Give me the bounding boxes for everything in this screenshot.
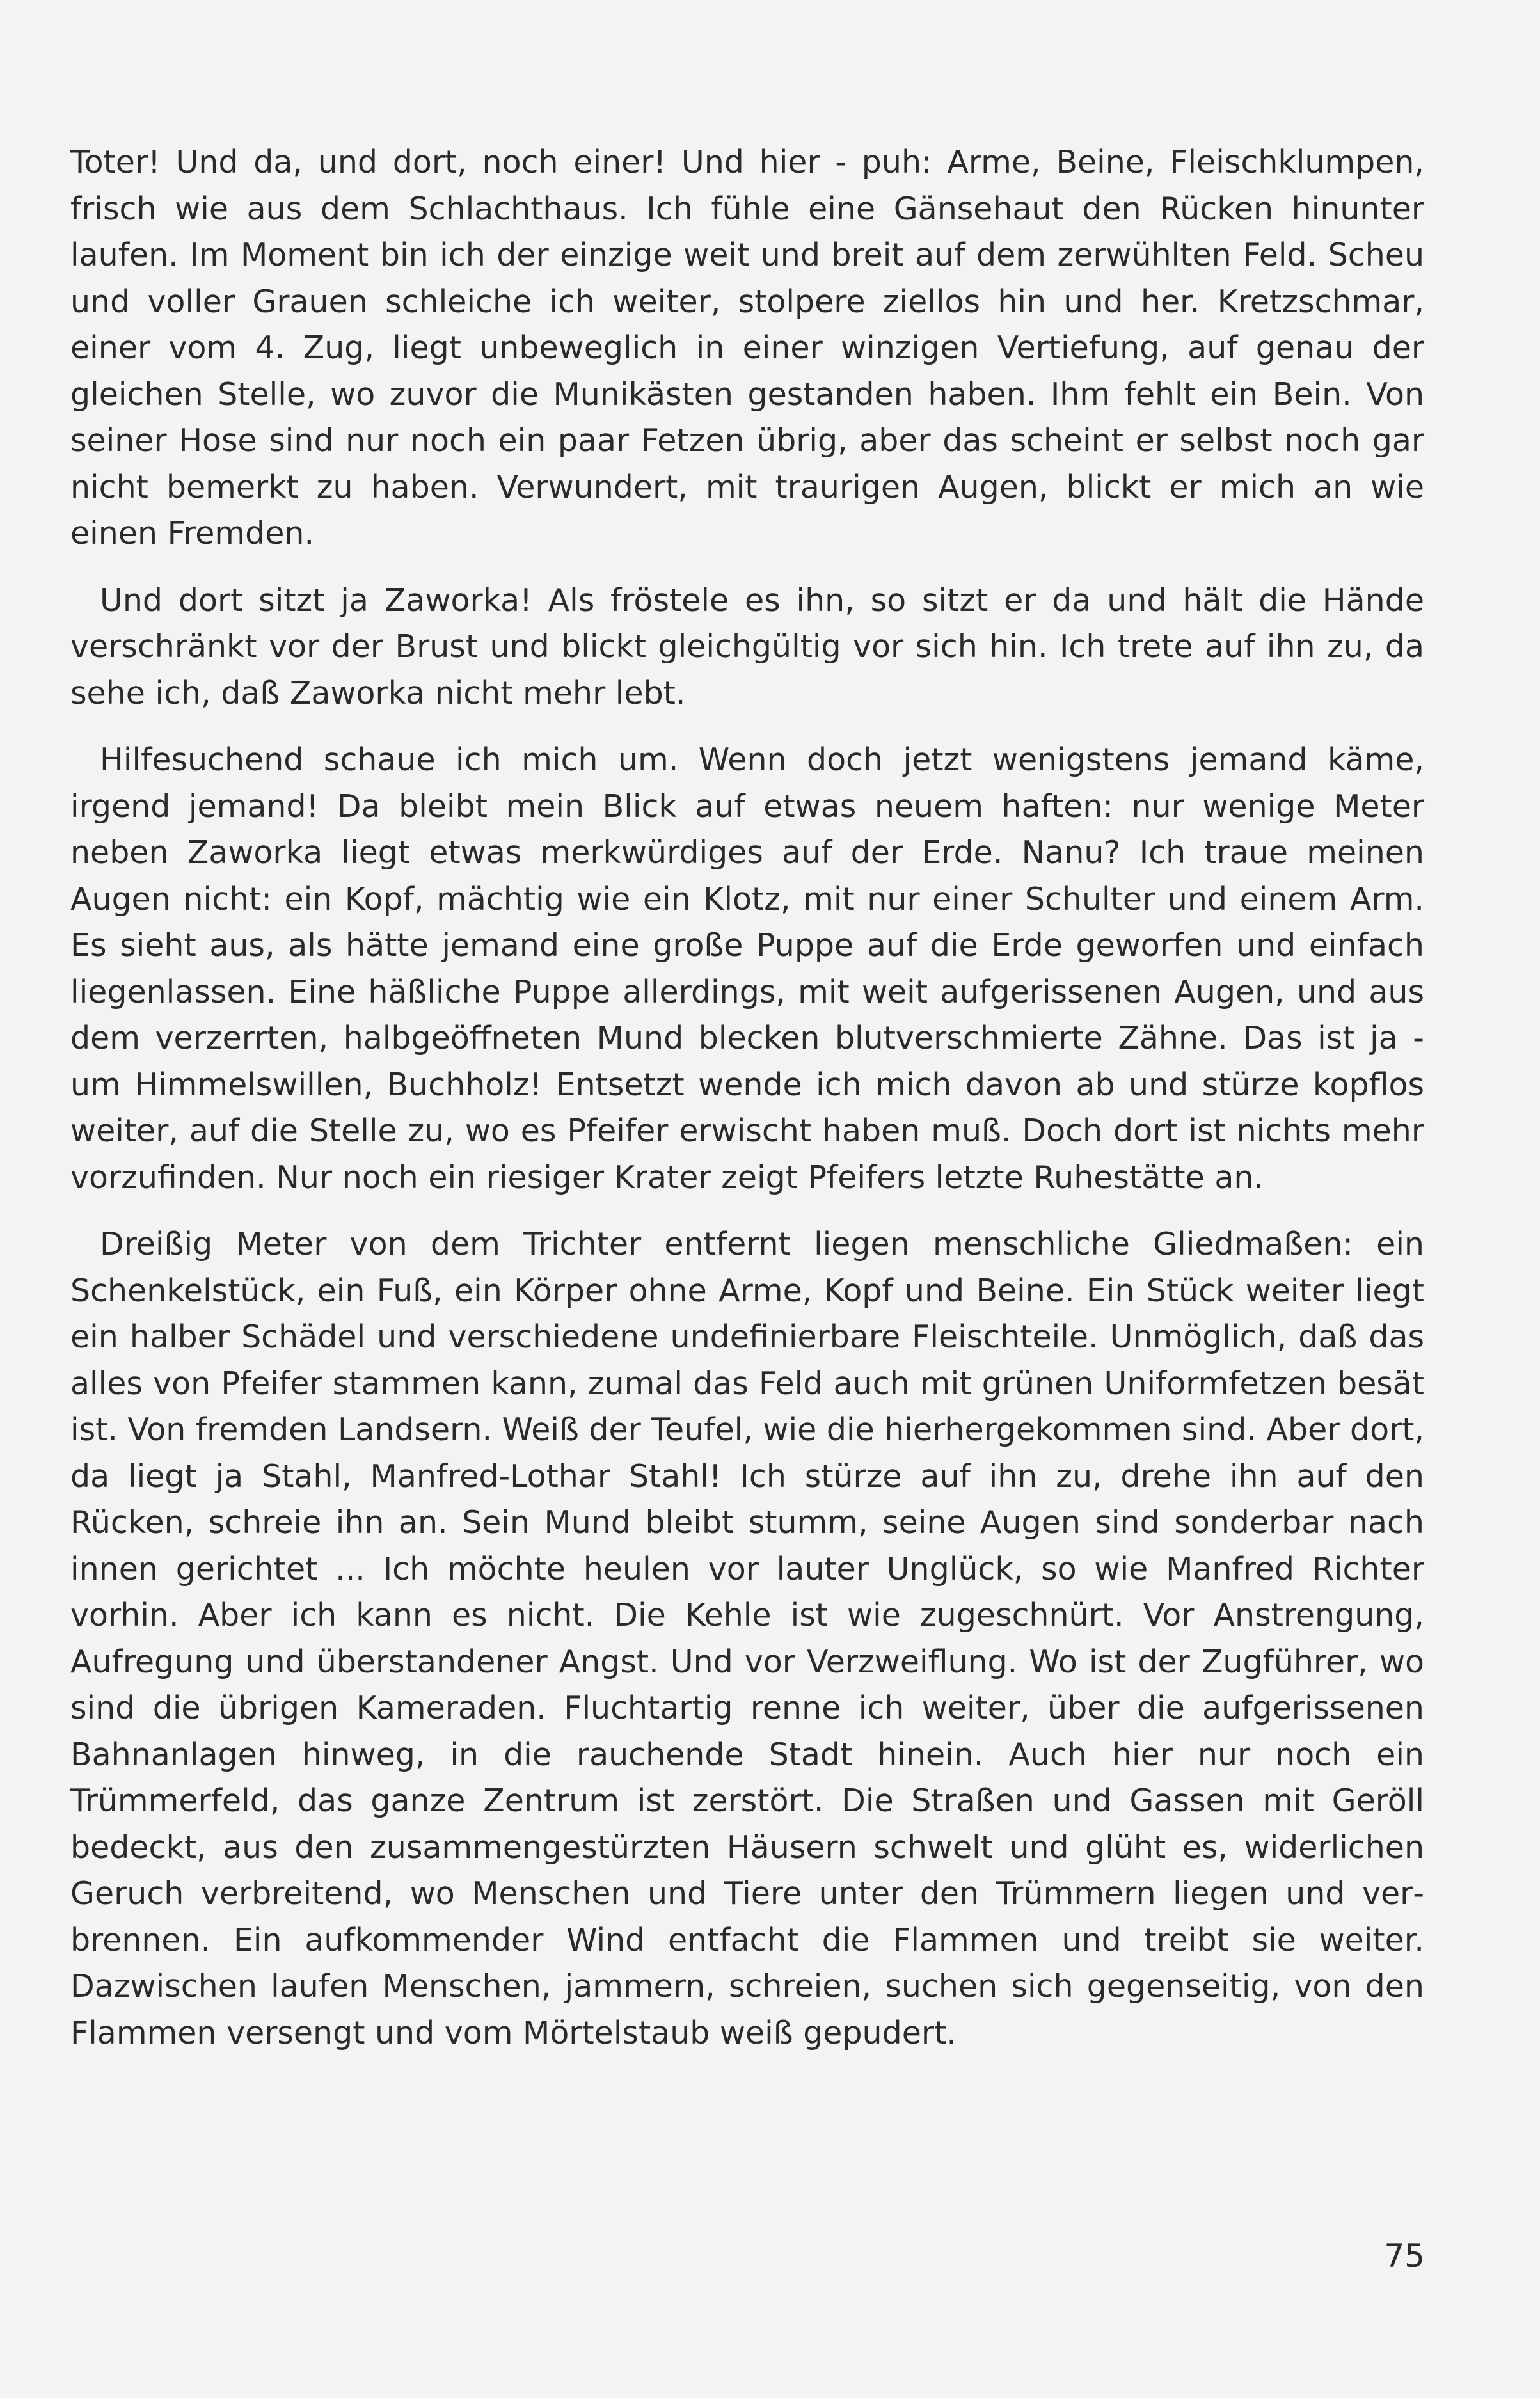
- paragraph-1: Toter! Und da, und dort, noch einer! Und hier - puh: Arme, Beine, Fleischklumpen, frisch wie aus dem Schlachthaus. Ich fühle eine Gänsehaut den Rücken hinunter laufen. Im Moment bin ich der einzige weit und breit auf dem zerwühlten Feld. Scheu und voller Grauen schleiche ich weiter, stolpere ziellos hin und her. Kretzschmar, einer vom 4. Zug, liegt unbeweglich in einer winzigen Vertiefung, auf genau der gleichen Stelle, wo zuvor die Munikästen gestanden haben. Ihm fehlt ein Bein. Von seiner Hose sind nur noch ein paar Fetzen übrig, aber das scheint er selbst noch gar nicht bemerkt zu haben. Verwundert, mit traurigen Augen, blickt er mich an wie einen Fremden.: [70, 144, 1424, 552]
- paragraph-2: Und dort sitzt ja Zaworka! Als fröstele es ihn, so sitzt er da und hält die Hände verschränkt vor der Brust und blickt gleichgültig vor sich hin. Ich trete auf ihn zu, da sehe ich, daß Zaworka nicht mehr lebt.: [70, 582, 1424, 711]
- page-number: 75: [1384, 2237, 1425, 2275]
- body-text: [70, 139, 1424, 2077]
- paragraph-4: Dreißig Meter von dem Trichter entfernt liegen menschliche Gliedmaßen: ein Schenkelstück, ein Fuß, ein Körper ohne Arme, Kopf und Beine. Ein Stück weiter liegt ein halber Schädel und verschiedene undefinierbare Fleischteile. Unmöglich, daß das alles von Pfeifer stammen kann, zumal das Feld auch mit grünen Uniformfetzen besät ist. Von fremden Landsern. Weiß der Teufel, wie die hierhergekommen sind. Aber dort, da liegt ja Stahl, Manfred-Lothar Stahl! Ich stürze auf ihn zu, drehe ihn auf den Rücken, schreie ihn an. Sein Mund bleibt stumm, seine Augen sind sonderbar nach innen gerichtet ... Ich möchte heulen vor lauter Unglück, so wie Manfred Richter vorhin. Aber ich kann es nicht. Die Kehle ist wie zugeschnürt. Vor Anstrengung, Aufregung und überstandener Angst. Und vor Verzweiflung. Wo ist der Zugführer, wo sind die übrigen Kameraden. Fluchtartig renne ich weiter, über die aufgerissenen Bahnanlagen hinweg, in die rauchende Stadt hinein. Auch hier nur noch ein Trümmerfeld, das ganze Zentrum ist zerstört. Die Straßen und Gassen mit Geröll bedeckt, aus den zusammengestürzten Häusern schwelt und glüht es, widerlichen Geruch verbreitend, wo Menschen und Tiere unter den Trümmern liegen und verbrennen. Ein aufkommender Wind entfacht die Flammen und treibt sie weiter. Dazwischen laufen Menschen, jammern, schreien, suchen sich gegenseitig, von den Flammen versengt und vom Mörtelstaub weiß gepudert.: [70, 1226, 1424, 2051]
- paragraph-3: Hilfesuchend schaue ich mich um. Wenn doch jetzt wenigstens jemand käme, irgend jemand! Da bleibt mein Blick auf etwas neuem haften: nur wenige Meter neben Zaworka liegt etwas merkwürdiges auf der Erde. Nanu? Ich traue meinen Augen nicht: ein Kopf, mächtig wie ein Klotz, mit nur einer Schulter und einem Arm. Es sieht aus, als hätte jemand eine große Puppe auf die Erde geworfen und einfach liegenlassen. Eine häßliche Puppe allerdings, mit weit aufgerissenen Augen, und aus dem verzerrten, halbgeöffneten Mund blecken blutverschmierte Zähne. Das ist ja - um Himmelswillen, Buchholz! Entsetzt wende ich mich davon ab und stürze kopflos weiter, auf die Stelle zu, wo es Pfeifer erwischt haben muß. Doch dort ist nichts mehr vorzufinden. Nur noch ein riesiger Krater zeigt Pfeifers letzte Ruhestätte an.: [70, 742, 1424, 1196]
